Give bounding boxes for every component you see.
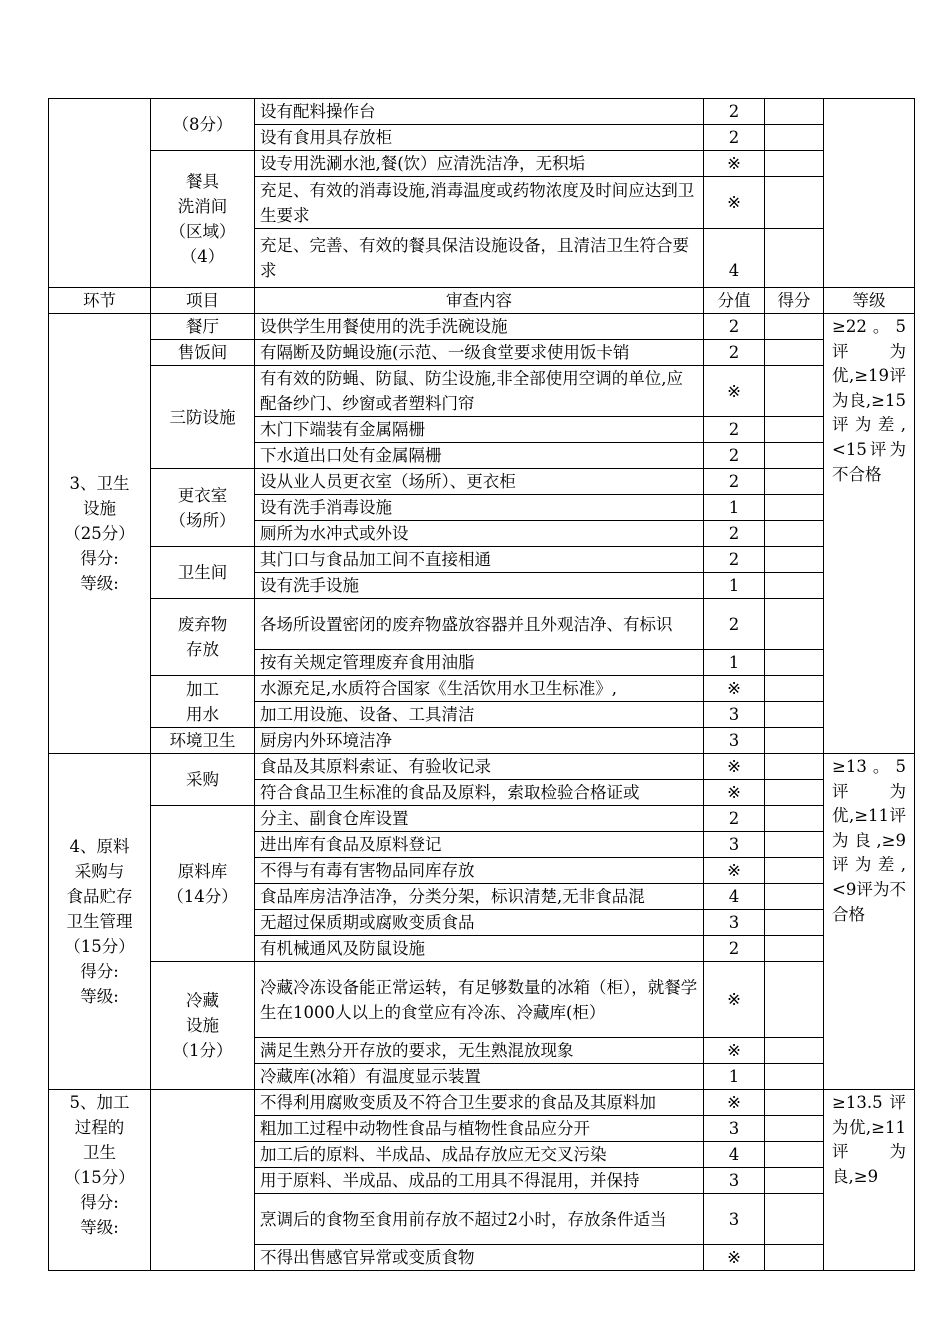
score-cell: 3 [704, 1194, 765, 1245]
got-cell[interactable] [765, 806, 824, 832]
content-cell: 各场所设置密闭的废弃物盛放容器并且外观洁净、有标识 [255, 599, 704, 650]
got-cell[interactable] [765, 340, 824, 366]
score-cell: 1 [704, 650, 765, 676]
got-cell[interactable] [765, 125, 824, 151]
got-cell[interactable] [765, 443, 824, 469]
got-cell[interactable] [765, 151, 824, 177]
content-cell: 厕所为水冲式或外设 [255, 521, 704, 547]
stage-cell-continued [49, 99, 151, 288]
content-cell: 符合食品卫生标准的食品及原料，索取检验合格证或 [255, 780, 704, 806]
header-got: 得分 [765, 288, 824, 314]
got-cell[interactable] [765, 177, 824, 229]
got-cell[interactable] [765, 780, 824, 806]
header-content: 审查内容 [255, 288, 704, 314]
got-cell[interactable] [765, 884, 824, 910]
content-cell: 有隔断及防蝇设施(示范、一级食堂要求使用饭卡销 [255, 340, 704, 366]
score-cell: ※ [704, 1245, 765, 1271]
content-cell: 设有洗手设施 [255, 573, 704, 599]
got-cell[interactable] [765, 754, 824, 780]
got-cell[interactable] [765, 99, 824, 125]
score-cell: ※ [704, 1090, 765, 1116]
content-cell: 食品库房洁净洁净，分类分架，标识清楚,无非食品混 [255, 884, 704, 910]
score-cell: ※ [704, 366, 765, 417]
score-cell: ※ [704, 962, 765, 1038]
content-cell: 加工用设施、设备、工具清洁 [255, 702, 704, 728]
content-cell: 木门下端装有金属隔栅 [255, 417, 704, 443]
grade-cell: ≥13.5评为优,≥11评为良,≥9 [824, 1090, 915, 1271]
content-cell: 不得出售感官异常或变质食物 [255, 1245, 704, 1271]
got-cell[interactable] [765, 573, 824, 599]
content-cell: 其门口与食品加工间不直接相通 [255, 547, 704, 573]
content-cell: 分主、副食仓库设置 [255, 806, 704, 832]
content-cell: 厨房内外环境洁净 [255, 728, 704, 754]
got-cell[interactable] [765, 650, 824, 676]
score-cell: ※ [704, 151, 765, 177]
item-cell: 加工 用水 [151, 676, 255, 728]
score-cell: 2 [704, 806, 765, 832]
score-cell: ※ [704, 754, 765, 780]
score-cell: 3 [704, 1168, 765, 1194]
content-cell: 按有关规定管理废弃食用油脂 [255, 650, 704, 676]
content-cell: 进出库有食品及原料登记 [255, 832, 704, 858]
content-cell: 烹调后的食物至食用前存放不超过2小时，存放条件适当 [255, 1194, 704, 1245]
score-cell: 2 [704, 547, 765, 573]
item-cell: 冷藏 设施 （1分） [151, 962, 255, 1090]
score-cell: 1 [704, 573, 765, 599]
item-cell: 更衣室 （场所） [151, 469, 255, 547]
score-cell: ※ [704, 1038, 765, 1064]
score-cell: ※ [704, 676, 765, 702]
score-cell: 3 [704, 832, 765, 858]
got-cell[interactable] [765, 1245, 824, 1271]
score-cell: 2 [704, 417, 765, 443]
item-cell: 餐厅 [151, 314, 255, 340]
got-cell[interactable] [765, 547, 824, 573]
got-cell[interactable] [765, 728, 824, 754]
content-cell: 设有食用具存放柜 [255, 125, 704, 151]
got-cell[interactable] [765, 495, 824, 521]
got-cell[interactable] [765, 936, 824, 962]
content-cell: 设专用洗涮水池,餐(饮）应清洗洁净，无积垢 [255, 151, 704, 177]
item-cell: 采购 [151, 754, 255, 806]
content-cell: 充足、完善、有效的餐具保洁设施设备，且清洁卫生符合要求 [255, 229, 704, 288]
got-cell[interactable] [765, 1116, 824, 1142]
got-cell[interactable] [765, 858, 824, 884]
score-cell: 4 [704, 1142, 765, 1168]
score-cell: 2 [704, 599, 765, 650]
stage-cell: 3、卫生 设施 （25分） 得分: 等级: [49, 314, 151, 754]
got-cell[interactable] [765, 1142, 824, 1168]
item-cell: 售饭间 [151, 340, 255, 366]
content-cell: 加工后的原料、半成品、成品存放应无交叉污染 [255, 1142, 704, 1168]
header-item: 项目 [151, 288, 255, 314]
item-cell: 餐具 洗消间 （区域） （4） [151, 151, 255, 288]
got-cell[interactable] [765, 910, 824, 936]
score-cell: ※ [704, 780, 765, 806]
got-cell[interactable] [765, 1090, 824, 1116]
score-cell: 3 [704, 702, 765, 728]
score-cell: 2 [704, 99, 765, 125]
got-cell[interactable] [765, 366, 824, 417]
got-cell[interactable] [765, 1168, 824, 1194]
score-cell: 3 [704, 728, 765, 754]
content-cell: 不得利用腐败变质及不符合卫生要求的食品及其原料加 [255, 1090, 704, 1116]
stage-cell: 4、原料 采购与 食品贮存 卫生管理 （15分） 得分: 等级: [49, 754, 151, 1090]
score-cell: 4 [704, 884, 765, 910]
content-cell: 无超过保质期或腐败变质食品 [255, 910, 704, 936]
grade-cell: ≥13。5评为优,≥11评为良,≥9评为差,<9评为不合格 [824, 754, 915, 1090]
content-cell: 满足生熟分开存放的要求，无生熟混放现象 [255, 1038, 704, 1064]
score-cell: 3 [704, 910, 765, 936]
score-cell: 2 [704, 521, 765, 547]
score-cell: 2 [704, 314, 765, 340]
score-cell: 2 [704, 936, 765, 962]
got-cell[interactable] [765, 962, 824, 1038]
header-stage: 环节 [49, 288, 151, 314]
score-cell: ※ [704, 858, 765, 884]
content-cell: 设有配料操作台 [255, 99, 704, 125]
inspection-table [48, 98, 915, 1271]
content-cell: 有有效的防蝇、防鼠、防尘设施,非全部使用空调的单位,应配备纱门、纱窗或者塑料门帘 [255, 366, 704, 417]
header-score: 分值 [704, 288, 765, 314]
content-cell: 不得与有毒有害物品同库存放 [255, 858, 704, 884]
score-cell: 2 [704, 125, 765, 151]
got-cell[interactable] [765, 314, 824, 340]
grade-cell: ≥22。5评为优,≥19评为良,≥15评为差,<15评为不合格 [824, 314, 915, 754]
score-cell: 2 [704, 443, 765, 469]
score-cell: 4 [704, 229, 765, 288]
content-cell: 冷藏冷冻设备能正常运转，有足够数量的冰箱（柜），就餐学生在1000人以上的食堂应有冷冻、冷藏库(柜） [255, 962, 704, 1038]
header-grade: 等级 [824, 288, 915, 314]
item-cell: （8分） [151, 99, 255, 151]
got-cell[interactable] [765, 676, 824, 702]
score-cell: 2 [704, 340, 765, 366]
item-cell: 废弃物 存放 [151, 599, 255, 676]
score-cell: 1 [704, 495, 765, 521]
got-cell[interactable] [765, 1064, 824, 1090]
grade-cell-continued [824, 99, 915, 288]
content-cell: 设有洗手消毒设施 [255, 495, 704, 521]
score-cell: 3 [704, 1116, 765, 1142]
item-cell: 环境卫生 [151, 728, 255, 754]
content-cell: 设从业人员更衣室（场所）、更衣柜 [255, 469, 704, 495]
item-cell-empty [151, 1090, 255, 1271]
item-cell: 三防设施 [151, 366, 255, 469]
got-cell[interactable] [765, 229, 824, 288]
score-cell: ※ [704, 177, 765, 229]
got-cell[interactable] [765, 1038, 824, 1064]
got-cell[interactable] [765, 521, 824, 547]
got-cell[interactable] [765, 599, 824, 650]
content-cell: 水源充足,水质符合国家《生活饮用水卫生标准》, [255, 676, 704, 702]
got-cell[interactable] [765, 702, 824, 728]
got-cell[interactable] [765, 469, 824, 495]
content-cell: 下水道出口处有金属隔栅 [255, 443, 704, 469]
content-cell: 有机械通风及防鼠设施 [255, 936, 704, 962]
item-cell: 原料库 （14分） [151, 806, 255, 962]
got-cell[interactable] [765, 417, 824, 443]
score-cell: 1 [704, 1064, 765, 1090]
content-cell: 食品及其原料索证、有验收记录 [255, 754, 704, 780]
content-cell: 粗加工过程中动物性食品与植物性食品应分开 [255, 1116, 704, 1142]
score-cell: 2 [704, 469, 765, 495]
stage-cell: 5、加工 过程的 卫生 （15分） 得分: 等级: [49, 1090, 151, 1271]
got-cell[interactable] [765, 1194, 824, 1245]
content-cell: 冷藏库(冰箱）有温度显示装置 [255, 1064, 704, 1090]
got-cell[interactable] [765, 832, 824, 858]
content-cell: 充足、有效的消毒设施,消毒温度或药物浓度及时间应达到卫生要求 [255, 177, 704, 229]
content-cell: 用于原料、半成品、成品的工用具不得混用，并保持 [255, 1168, 704, 1194]
content-cell: 设供学生用餐使用的洗手洗碗设施 [255, 314, 704, 340]
item-cell: 卫生间 [151, 547, 255, 599]
